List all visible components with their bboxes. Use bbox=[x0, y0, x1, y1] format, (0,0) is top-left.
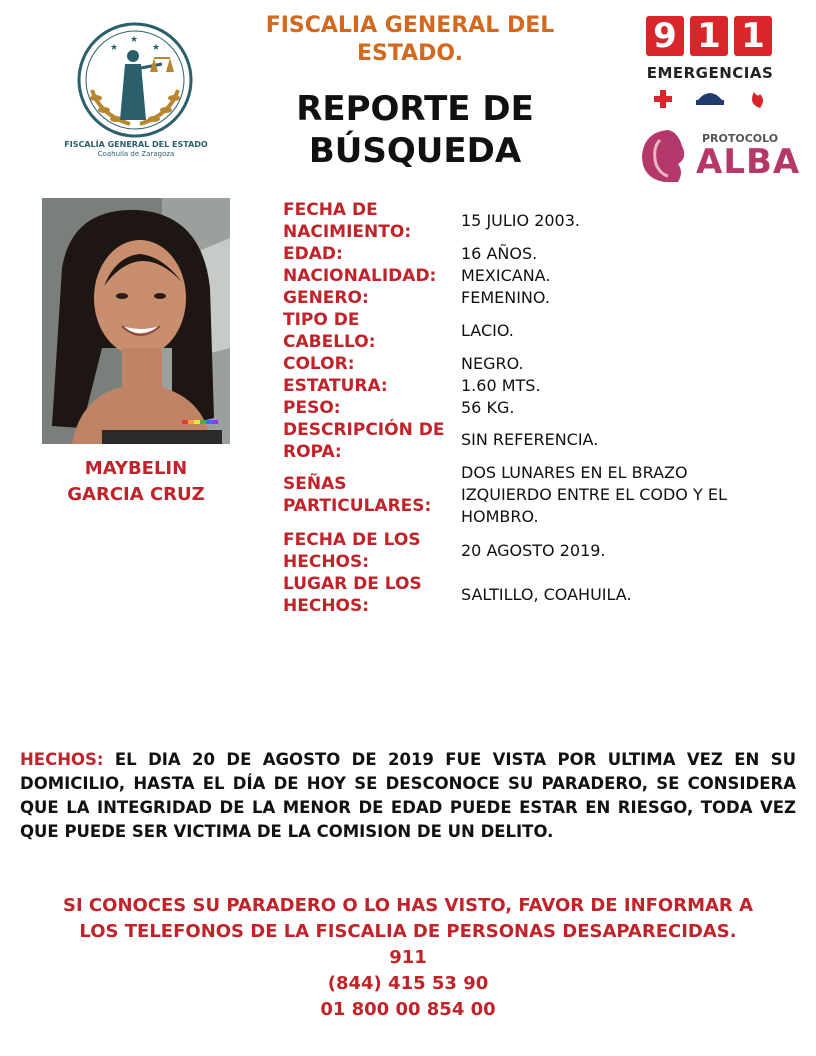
person-name-line-1: MAYBELIN bbox=[84, 458, 188, 479]
clothing-label-line-1: DESCRIPCIÓN DE bbox=[283, 420, 445, 440]
red-cross-icon bbox=[654, 90, 672, 108]
svg-text:★: ★ bbox=[110, 43, 119, 53]
clothing-value: SIN REFERENCIA. bbox=[461, 430, 599, 449]
protocolo-alba-logo bbox=[638, 126, 801, 186]
emergency-services-icons bbox=[648, 86, 772, 114]
nationality-label: NACIONALIDAD: bbox=[283, 266, 437, 286]
nationality-value: MEXICANA. bbox=[461, 266, 551, 285]
emergency-label: EMERGENCIAS bbox=[646, 64, 774, 82]
marks-label-line-1: SEÑAS bbox=[283, 474, 347, 494]
contact-phone-911: 911 bbox=[389, 947, 427, 968]
marks-value-line-1: DOS LUNARES EN EL BRAZO bbox=[461, 463, 688, 482]
justice-emblem-icon bbox=[70, 20, 200, 140]
gender-value: FEMENINO. bbox=[461, 288, 550, 307]
birth-label-line-1: FECHA DE bbox=[283, 200, 378, 220]
height-label: ESTATURA: bbox=[283, 376, 388, 396]
title-line-2: BÚSQUEDA bbox=[308, 131, 522, 171]
age-label: EDAD: bbox=[283, 244, 343, 264]
title-line-1: REPORTE DE bbox=[296, 89, 534, 129]
alba-prefix: PROTOCOLO bbox=[702, 132, 779, 145]
birth-label bbox=[283, 199, 451, 243]
person-name bbox=[40, 456, 232, 508]
birth-value: 15 JULIO 2003. bbox=[461, 211, 580, 230]
event-place-label-line-1: LUGAR DE LOS bbox=[283, 574, 422, 594]
marks-value-line-3: HOMBRO. bbox=[461, 507, 539, 526]
agency-line-2: ESTADO. bbox=[356, 41, 464, 66]
emergency-digit: 1 bbox=[690, 16, 728, 56]
event-place-value: SALTILLO, COAHUILA. bbox=[461, 585, 632, 604]
birth-label-line-2: NACIMIENTO: bbox=[283, 222, 412, 242]
event-date-label-line-2: HECHOS: bbox=[283, 552, 370, 572]
alba-profile-icon bbox=[638, 126, 694, 186]
svg-text:★: ★ bbox=[152, 43, 161, 53]
contact-line-1: SI CONOCES SU PARADERO O LO HAS VISTO, FAVOR DE INFORMAR A bbox=[63, 895, 753, 916]
hair-type-value: LACIO. bbox=[461, 321, 514, 340]
facts-label: HECHOS: bbox=[20, 750, 104, 769]
height-value: 1.60 MTS. bbox=[461, 376, 541, 395]
portrait-image bbox=[42, 198, 230, 444]
facts-paragraph bbox=[20, 748, 796, 844]
person-name-line-2: GARCIA CRUZ bbox=[67, 484, 205, 505]
contact-section bbox=[20, 893, 796, 1023]
event-date-label-line-1: FECHA DE LOS bbox=[283, 530, 421, 550]
fire-icon bbox=[752, 92, 763, 108]
facts-text: EL DIA 20 DE AGOSTO DE 2019 FUE VISTA POR ULTIMA VEZ EN SU DOMICILIO, HASTA EL DÍA DE HOY SE DESCONOCE SU PARADERO, SE CONSIDERA QUE LA INTEGRIDAD DE LA MENOR DE EDAD PUEDE ESTAR EN RIESGO, TODA VEZ QUE PUEDE SER VICTIMA DE LA COMISION DE UN DELITO. bbox=[20, 750, 797, 841]
contact-phone-local: (844) 415 53 90 bbox=[327, 973, 489, 994]
page-title bbox=[240, 88, 590, 172]
weight-value: 56 KG. bbox=[461, 398, 515, 417]
event-place-label-line-2: HECHOS: bbox=[283, 596, 370, 616]
marks-value bbox=[461, 462, 791, 528]
color-value: NEGRO. bbox=[461, 354, 524, 373]
police-cap-icon bbox=[696, 93, 724, 105]
marks-label bbox=[283, 473, 451, 517]
fiscalia-logo-name: FISCALÍA GENERAL DEL ESTADO bbox=[64, 140, 208, 149]
hair-type-label bbox=[283, 309, 451, 353]
emergency-digit: 1 bbox=[734, 16, 772, 56]
clothing-label-line-2: ROPA: bbox=[283, 442, 342, 462]
event-date-value: 20 AGOSTO 2019. bbox=[461, 541, 606, 560]
color-label: COLOR: bbox=[283, 354, 355, 374]
emergency-digit: 9 bbox=[646, 16, 684, 56]
emergency-911-logo bbox=[640, 16, 780, 116]
marks-label-line-2: PARTICULARES: bbox=[283, 496, 432, 516]
contact-line-2: LOS TELEFONOS DE LA FISCALIA DE PERSONAS DESAPARECIDAS. bbox=[79, 921, 737, 942]
weight-label: PESO: bbox=[283, 398, 341, 418]
marks-value-line-2: IZQUIERDO ENTRE EL CODO Y EL bbox=[461, 485, 727, 504]
contact-phone-tollfree: 01 800 00 854 00 bbox=[320, 999, 496, 1020]
fiscalia-logo-state: Coahuila de Zaragoza bbox=[97, 150, 175, 158]
clothing-label bbox=[283, 419, 451, 463]
svg-text:★: ★ bbox=[130, 35, 139, 45]
hair-type-label-line-2: CABELLO: bbox=[283, 332, 376, 352]
agency-line-1: FISCALIA GENERAL DEL bbox=[265, 13, 555, 38]
missing-person-photo bbox=[42, 198, 230, 444]
event-date-label bbox=[283, 529, 451, 573]
agency-heading bbox=[230, 12, 590, 68]
event-place-label bbox=[283, 573, 451, 617]
age-value: 16 AÑOS. bbox=[461, 244, 538, 263]
alba-word: ALBA bbox=[696, 142, 801, 182]
hair-type-label-line-1: TIPO DE bbox=[283, 310, 360, 330]
gender-label: GENERO: bbox=[283, 288, 369, 308]
